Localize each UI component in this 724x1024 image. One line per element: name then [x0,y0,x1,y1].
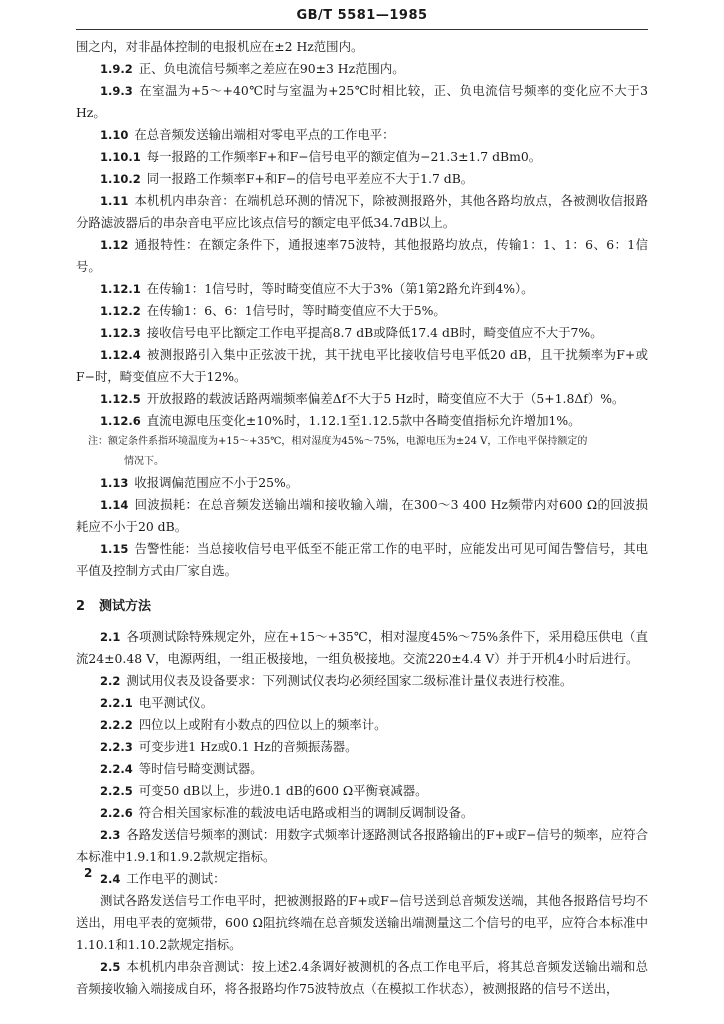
clause-text: 同一报路工作频率F+和F−的信号电平差应不大于1.7 dB。 [146,171,474,186]
standard-header: GB/T 5581—1985 [296,8,428,23]
note-line: 注：额定条件系指环境温度为+15～+35℃，相对湿度为45%～75%，电源电压为±24 V，工作电平保持额定的 [88,436,588,447]
clause-1-12-3 [76,322,648,344]
clause-text: 开放报路的载波话路两端频率偏差Δf不大于5 Hz时，畸变值应不大于（5+1.8Δf）%。 [146,391,625,406]
clause-number: 2.3 [100,828,121,842]
clause-1-12-4 [76,344,648,388]
clause-1-10-1 [76,146,648,168]
clause-text: 工作电平的测试： [126,871,226,886]
clause-number: 2.2.2 [100,718,133,732]
clause-number: 1.11 [100,194,129,208]
clause-number: 2.2.4 [100,762,133,776]
clause-text: 直流电源电压变化±10%时，1.12.1至1.12.5款中各畸变值指标允许增加1%。 [146,413,581,428]
section-title: 测试方法 [99,599,152,614]
clause-text: 在总音频发送输出端相对零电平点的工作电平： [134,127,395,142]
clause-1-12-6 [76,410,648,432]
clause-text: 每一报路的工作频率F+和F−信号电平的额定值为−21.3±1.7 dBm0。 [146,149,542,164]
section-heading [76,596,648,618]
paragraph-2-4-body: 测试各路发送信号工作电平时，把被测报路的F+或F−信号送到总音频发送端，其他各报路信号均不送出，用电平表的宽频带，600 Ω阻抗终端在总音频发送输出端测量这二个信号的电平，应符合本标准中1.10.1和1.10.2款规定指标。 [76,893,648,952]
clause-text: 符合相关国家标准的载波电话电路或相当的调制反调制设备。 [138,805,474,820]
section-number: 2 [76,599,86,614]
clause-number: 2.2.6 [100,806,133,820]
clause-2-3 [76,824,648,868]
header-rule [76,29,648,30]
clause-text: 四位以上或附有小数点的四位以上的频率计。 [138,717,387,732]
clause-text: 等时信号畸变测试器。 [138,761,263,776]
clause-2-2-6 [76,802,648,824]
clause-1-10 [76,124,648,146]
clause-number: 1.9.3 [100,84,133,98]
clause-text: 告警性能：当总接收信号电平低至不能正常工作的电平时，应能发出可见可闻告警信号，其电平值及控制方式由厂家自选。 [76,541,648,578]
clause-number: 1.12.4 [100,348,141,362]
clause-1-11 [76,190,648,234]
clause-number: 1.12.3 [100,326,141,340]
clause-1-9-3 [76,80,648,124]
clause-1-12-2 [76,300,648,322]
clause-number: 1.15 [100,542,129,556]
clause-number: 1.12 [100,238,129,252]
note-continuation: 情况下。 [124,456,164,467]
clause-number: 1.14 [100,498,129,512]
document-body [76,36,648,1000]
clause-text: 被测报路引入集中正弦波干扰，其干扰电平比接收信号电平低20 dB，且干扰频率为F+或F−时，畸变值应不大于12%。 [76,347,648,384]
clause-number: 1.10 [100,128,129,142]
clause-text: 在传输1：6、6：1信号时，等时畸变值应不大于5%。 [146,303,446,318]
clause-text: 收报调偏范围应不小于25%。 [134,475,299,490]
clause-1-12 [76,234,648,278]
clause-text: 本机机内串杂音：在端机总环测的情况下，除被测报路外，其他各路均放点，各被测收信报路分路滤波器后的串杂音电平应比该点信号的额定电平低34.7dB以上。 [76,193,648,230]
clause-number: 1.12.5 [100,392,141,406]
clause-2-2-4 [76,758,648,780]
clause-text: 可变步进1 Hz或0.1 Hz的音频振荡器。 [138,739,358,754]
clause-text: 本机机内串杂音测试：按上述2.4条调好被测机的各点工作电平后，将其总音频发送输出端和总音频接收输入端接成自环，将各报路均作75波特放点（在模拟工作状态），被测报路的信号不送出， [76,959,648,996]
clause-1-15 [76,538,648,582]
clause-1-9-2 [76,58,648,80]
clause-number: 2.5 [100,960,121,974]
clause-text: 各项测试除特殊规定外，应在+15～+35℃，相对湿度45%～75%条件下，采用稳压供电（直流24±0.48 V，电源两组，一组正极接地，一组负极接地。交流220±4.4 V）并于开机4小时后进行。 [76,629,648,666]
clause-text: 各路发送信号频率的测试：用数字式频率计逐路测试各报路输出的F+或F−信号的频率，应符合本标准中1.9.1和1.9.2款规定指标。 [76,827,648,864]
clause-2-2-5 [76,780,648,802]
clause-text: 通报特性：在额定条件下，通报速率75波特，其他报路均放点，传输1：1、1：6、6：1信号。 [76,237,648,274]
clause-number: 1.10.1 [100,150,141,164]
clause-1-12-5 [76,388,648,410]
clause-number: 1.10.2 [100,172,141,186]
paragraph-continued: 围之内，对非晶体控制的电报机应在±2 Hz范围内。 [76,39,364,54]
clause-number: 2.1 [100,630,121,644]
clause-number: 2.2.3 [100,740,133,754]
clause-number: 1.12.1 [100,282,141,296]
clause-2-2-3 [76,736,648,758]
clause-1-14 [76,494,648,538]
clause-number: 1.13 [100,476,129,490]
clause-text: 电平测试仪。 [138,695,214,710]
clause-text: 在室温为+5～+40℃时与室温为+25℃时相比较，正、负电流信号频率的变化应不大于3 Hz。 [76,83,648,120]
clause-text: 可变50 dB以上，步进0.1 dB的600 Ω平衡衰减器。 [138,783,428,798]
clause-number: 1.12.2 [100,304,141,318]
clause-number: 2.2 [100,674,121,688]
clause-text: 测试用仪表及设备要求：下列测试仪表均必须经国家二级标准计量仪表进行校准。 [126,673,573,688]
clause-number: 2.4 [100,872,121,886]
clause-2-2-2 [76,714,648,736]
clause-2-5 [76,956,648,1000]
clause-text: 正、负电流信号频率之差应在90±3 Hz范围内。 [138,61,405,76]
clause-number: 1.9.2 [100,62,133,76]
clause-number: 2.2.1 [100,696,133,710]
clause-1-12-1 [76,278,648,300]
clause-text: 接收信号电平比额定工作电平提高8.7 dB或降低17.4 dB时，畸变值应不大于7%。 [146,325,603,340]
clause-number: 1.12.6 [100,414,141,428]
clause-text: 在传输1：1信号时，等时畸变值应不大于3%（第1第2路允许到4%）。 [146,281,534,296]
clause-1-10-2 [76,168,648,190]
clause-2-2 [76,670,648,692]
clause-2-2-1 [76,692,648,714]
clause-number: 2.2.5 [100,784,133,798]
clause-2-1 [76,626,648,670]
page-number: 2 [84,866,93,880]
clause-1-13 [76,472,648,494]
clause-text: 回波损耗：在总音频发送输出端和接收输入端，在300～3 400 Hz频带内对600 Ω的回波损耗应不小于20 dB。 [76,497,648,534]
clause-2-4 [76,868,648,890]
